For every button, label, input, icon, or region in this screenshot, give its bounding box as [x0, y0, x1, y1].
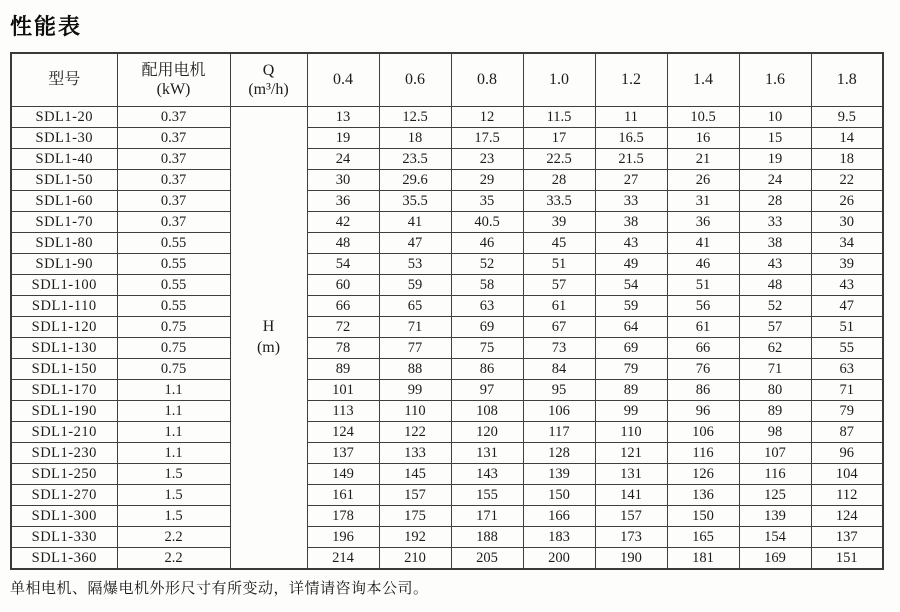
motor-power-cell: 0.37 [117, 149, 230, 170]
head-value-cell: 79 [811, 401, 883, 422]
head-value-cell: 157 [595, 506, 667, 527]
motor-power-cell: 0.37 [117, 191, 230, 212]
head-value-cell: 49 [595, 254, 667, 275]
head-value-cell: 21.5 [595, 149, 667, 170]
model-cell: SDL1-100 [11, 275, 117, 296]
motor-power-cell: 0.55 [117, 296, 230, 317]
head-value-cell: 13 [307, 107, 379, 128]
head-value-cell: 89 [307, 359, 379, 380]
head-value-cell: 58 [451, 275, 523, 296]
head-value-cell: 150 [667, 506, 739, 527]
head-value-cell: 16 [667, 128, 739, 149]
motor-power-cell: 0.37 [117, 107, 230, 128]
head-value-cell: 63 [811, 359, 883, 380]
motor-power-cell: 0.55 [117, 233, 230, 254]
head-value-cell: 18 [811, 149, 883, 170]
model-cell: SDL1-150 [11, 359, 117, 380]
head-value-cell: 12 [451, 107, 523, 128]
table-row [11, 128, 883, 149]
head-value-cell: 51 [523, 254, 595, 275]
motor-power-cell: 0.75 [117, 317, 230, 338]
head-value-cell: 38 [595, 212, 667, 233]
head-unit-symbol: H [262, 317, 275, 335]
col-header-motor-label: 配用电机 [141, 61, 206, 79]
head-value-cell: 80 [739, 380, 811, 401]
performance-table [10, 52, 884, 570]
motor-power-cell: 1.1 [117, 422, 230, 443]
head-value-cell: 39 [811, 254, 883, 275]
head-value-cell: 116 [667, 443, 739, 464]
head-value-cell: 128 [523, 443, 595, 464]
head-value-cell: 29 [451, 170, 523, 191]
head-value-cell: 52 [451, 254, 523, 275]
head-value-cell: 67 [523, 317, 595, 338]
model-cell: SDL1-40 [11, 149, 117, 170]
head-value-cell: 75 [451, 338, 523, 359]
head-value-cell: 77 [379, 338, 451, 359]
col-header-flow-label: Q [262, 61, 275, 79]
col-header-flow-value: 0.6 [379, 53, 451, 107]
head-value-cell: 71 [739, 359, 811, 380]
head-value-cell: 210 [379, 548, 451, 570]
head-value-cell: 24 [739, 170, 811, 191]
motor-power-cell: 0.55 [117, 254, 230, 275]
head-value-cell: 86 [667, 380, 739, 401]
head-value-cell: 57 [739, 317, 811, 338]
table-row [11, 443, 883, 464]
head-value-cell: 88 [379, 359, 451, 380]
motor-power-cell: 1.5 [117, 485, 230, 506]
head-value-cell: 15 [739, 128, 811, 149]
table-body [11, 107, 883, 570]
head-value-cell: 106 [523, 401, 595, 422]
head-value-cell: 24 [307, 149, 379, 170]
head-value-cell: 17.5 [451, 128, 523, 149]
head-value-cell: 29.6 [379, 170, 451, 191]
head-value-cell: 48 [307, 233, 379, 254]
model-cell: SDL1-210 [11, 422, 117, 443]
head-value-cell: 131 [595, 464, 667, 485]
head-value-cell: 99 [595, 401, 667, 422]
head-value-cell: 11 [595, 107, 667, 128]
head-value-cell: 149 [307, 464, 379, 485]
head-value-cell: 96 [667, 401, 739, 422]
motor-power-cell: 0.55 [117, 275, 230, 296]
head-value-cell: 116 [739, 464, 811, 485]
head-value-cell: 51 [667, 275, 739, 296]
head-value-cell: 26 [667, 170, 739, 191]
head-value-cell: 9.5 [811, 107, 883, 128]
head-value-cell: 205 [451, 548, 523, 570]
table-row [11, 275, 883, 296]
head-value-cell: 36 [307, 191, 379, 212]
head-value-cell: 69 [451, 317, 523, 338]
table-row [11, 401, 883, 422]
head-value-cell: 72 [307, 317, 379, 338]
head-value-cell: 60 [307, 275, 379, 296]
head-value-cell: 104 [811, 464, 883, 485]
head-value-cell: 150 [523, 485, 595, 506]
head-value-cell: 145 [379, 464, 451, 485]
head-value-cell: 48 [739, 275, 811, 296]
motor-power-cell: 1.1 [117, 380, 230, 401]
model-cell: SDL1-170 [11, 380, 117, 401]
table-row [11, 359, 883, 380]
table-row [11, 170, 883, 191]
model-cell: SDL1-230 [11, 443, 117, 464]
head-value-cell: 126 [667, 464, 739, 485]
col-header-flow-value: 1.2 [595, 53, 667, 107]
head-value-cell: 169 [739, 548, 811, 570]
head-unit-cell [230, 107, 307, 570]
motor-power-cell: 0.37 [117, 170, 230, 191]
col-header-flow-unit: (m³/h) [248, 81, 289, 98]
head-value-cell: 96 [811, 443, 883, 464]
head-value-cell: 53 [379, 254, 451, 275]
table-row [11, 338, 883, 359]
head-value-cell: 110 [379, 401, 451, 422]
head-value-cell: 47 [379, 233, 451, 254]
col-header-motor [117, 53, 230, 107]
head-value-cell: 35 [451, 191, 523, 212]
head-value-cell: 19 [307, 128, 379, 149]
head-value-cell: 98 [739, 422, 811, 443]
head-value-cell: 22.5 [523, 149, 595, 170]
motor-power-cell: 1.1 [117, 443, 230, 464]
head-value-cell: 190 [595, 548, 667, 570]
col-header-flow-value: 1.6 [739, 53, 811, 107]
head-value-cell: 131 [451, 443, 523, 464]
table-row [11, 422, 883, 443]
table-row [11, 527, 883, 548]
head-value-cell: 79 [595, 359, 667, 380]
head-value-cell: 31 [667, 191, 739, 212]
head-value-cell: 192 [379, 527, 451, 548]
head-value-cell: 33 [595, 191, 667, 212]
head-value-cell: 139 [523, 464, 595, 485]
head-value-cell: 23 [451, 149, 523, 170]
head-value-cell: 10.5 [667, 107, 739, 128]
col-header-flow-value: 0.8 [451, 53, 523, 107]
head-value-cell: 143 [451, 464, 523, 485]
head-value-cell: 95 [523, 380, 595, 401]
head-value-cell: 107 [739, 443, 811, 464]
head-value-cell: 157 [379, 485, 451, 506]
model-cell: SDL1-190 [11, 401, 117, 422]
head-value-cell: 136 [667, 485, 739, 506]
head-value-cell: 14 [811, 128, 883, 149]
model-cell: SDL1-20 [11, 107, 117, 128]
model-cell: SDL1-130 [11, 338, 117, 359]
head-value-cell: 108 [451, 401, 523, 422]
head-value-cell: 71 [811, 380, 883, 401]
head-value-cell: 22 [811, 170, 883, 191]
table-row [11, 296, 883, 317]
head-value-cell: 30 [811, 212, 883, 233]
head-value-cell: 97 [451, 380, 523, 401]
head-value-cell: 161 [307, 485, 379, 506]
head-value-cell: 63 [451, 296, 523, 317]
head-value-cell: 45 [523, 233, 595, 254]
head-value-cell: 200 [523, 548, 595, 570]
model-cell: SDL1-50 [11, 170, 117, 191]
head-value-cell: 84 [523, 359, 595, 380]
head-value-cell: 62 [739, 338, 811, 359]
model-cell: SDL1-70 [11, 212, 117, 233]
head-value-cell: 55 [811, 338, 883, 359]
head-value-cell: 73 [523, 338, 595, 359]
head-value-cell: 11.5 [523, 107, 595, 128]
head-value-cell: 89 [595, 380, 667, 401]
model-cell: SDL1-300 [11, 506, 117, 527]
motor-power-cell: 0.37 [117, 128, 230, 149]
head-value-cell: 165 [667, 527, 739, 548]
head-value-cell: 54 [595, 275, 667, 296]
model-cell: SDL1-250 [11, 464, 117, 485]
head-value-cell: 43 [811, 275, 883, 296]
table-row [11, 506, 883, 527]
head-value-cell: 18 [379, 128, 451, 149]
head-value-cell: 113 [307, 401, 379, 422]
head-value-cell: 122 [379, 422, 451, 443]
table-row [11, 107, 883, 128]
head-value-cell: 42 [307, 212, 379, 233]
head-value-cell: 66 [667, 338, 739, 359]
motor-power-cell: 0.75 [117, 359, 230, 380]
table-row [11, 212, 883, 233]
head-value-cell: 139 [739, 506, 811, 527]
head-value-cell: 181 [667, 548, 739, 570]
footer-note: 单相电机、隔爆电机外形尺寸有所变动，详情请咨询本公司。 [10, 581, 429, 597]
table-row [11, 149, 883, 170]
head-value-cell: 39 [523, 212, 595, 233]
head-value-cell: 69 [595, 338, 667, 359]
head-value-cell: 214 [307, 548, 379, 570]
head-value-cell: 59 [379, 275, 451, 296]
head-value-cell: 183 [523, 527, 595, 548]
head-value-cell: 86 [451, 359, 523, 380]
head-value-cell: 110 [595, 422, 667, 443]
head-value-cell: 46 [667, 254, 739, 275]
head-value-cell: 43 [595, 233, 667, 254]
motor-power-cell: 0.37 [117, 212, 230, 233]
head-value-cell: 188 [451, 527, 523, 548]
head-value-cell: 137 [811, 527, 883, 548]
head-value-cell: 137 [307, 443, 379, 464]
head-value-cell: 76 [667, 359, 739, 380]
head-value-cell: 117 [523, 422, 595, 443]
head-value-cell: 21 [667, 149, 739, 170]
head-value-cell: 133 [379, 443, 451, 464]
head-value-cell: 43 [739, 254, 811, 275]
table-row [11, 464, 883, 485]
col-header-model-label: 型号 [48, 71, 81, 88]
head-value-cell: 10 [739, 107, 811, 128]
head-value-cell: 173 [595, 527, 667, 548]
motor-power-cell: 1.5 [117, 464, 230, 485]
head-unit-label: (m) [256, 338, 281, 356]
head-value-cell: 71 [379, 317, 451, 338]
table-row [11, 191, 883, 212]
head-value-cell: 124 [307, 422, 379, 443]
head-value-cell: 175 [379, 506, 451, 527]
head-value-cell: 47 [811, 296, 883, 317]
head-value-cell: 112 [811, 485, 883, 506]
head-value-cell: 166 [523, 506, 595, 527]
head-value-cell: 12.5 [379, 107, 451, 128]
col-header-motor-unit: (kW) [156, 81, 191, 98]
head-value-cell: 16.5 [595, 128, 667, 149]
head-value-cell: 26 [811, 191, 883, 212]
head-value-cell: 28 [523, 170, 595, 191]
head-value-cell: 171 [451, 506, 523, 527]
head-value-cell: 33.5 [523, 191, 595, 212]
head-value-cell: 34 [811, 233, 883, 254]
col-header-flow-value: 1.0 [523, 53, 595, 107]
col-header-flow-value: 1.4 [667, 53, 739, 107]
header-row [11, 53, 883, 107]
head-value-cell: 196 [307, 527, 379, 548]
head-value-cell: 52 [739, 296, 811, 317]
head-value-cell: 23.5 [379, 149, 451, 170]
head-value-cell: 28 [739, 191, 811, 212]
head-value-cell: 124 [811, 506, 883, 527]
model-cell: SDL1-270 [11, 485, 117, 506]
head-value-cell: 46 [451, 233, 523, 254]
head-value-cell: 61 [523, 296, 595, 317]
head-value-cell: 56 [667, 296, 739, 317]
table-row [11, 233, 883, 254]
table-row [11, 548, 883, 570]
head-value-cell: 38 [739, 233, 811, 254]
head-value-cell: 151 [811, 548, 883, 570]
motor-power-cell: 2.2 [117, 527, 230, 548]
motor-power-cell: 1.5 [117, 506, 230, 527]
head-value-cell: 101 [307, 380, 379, 401]
head-value-cell: 51 [811, 317, 883, 338]
model-cell: SDL1-60 [11, 191, 117, 212]
head-value-cell: 33 [739, 212, 811, 233]
head-value-cell: 78 [307, 338, 379, 359]
col-header-model [11, 53, 117, 107]
head-value-cell: 178 [307, 506, 379, 527]
head-value-cell: 41 [379, 212, 451, 233]
model-cell: SDL1-330 [11, 527, 117, 548]
model-cell: SDL1-120 [11, 317, 117, 338]
table-row [11, 380, 883, 401]
col-header-flow-value: 1.8 [811, 53, 883, 107]
page-title: 性能表 [10, 14, 83, 39]
model-cell: SDL1-90 [11, 254, 117, 275]
motor-power-cell: 2.2 [117, 548, 230, 570]
model-cell: SDL1-110 [11, 296, 117, 317]
col-header-flow [230, 53, 307, 107]
head-value-cell: 17 [523, 128, 595, 149]
head-value-cell: 99 [379, 380, 451, 401]
head-value-cell: 61 [667, 317, 739, 338]
model-cell: SDL1-80 [11, 233, 117, 254]
head-value-cell: 141 [595, 485, 667, 506]
head-value-cell: 154 [739, 527, 811, 548]
head-value-cell: 35.5 [379, 191, 451, 212]
head-value-cell: 30 [307, 170, 379, 191]
head-value-cell: 89 [739, 401, 811, 422]
head-value-cell: 121 [595, 443, 667, 464]
head-value-cell: 65 [379, 296, 451, 317]
head-value-cell: 59 [595, 296, 667, 317]
motor-power-cell: 1.1 [117, 401, 230, 422]
head-value-cell: 41 [667, 233, 739, 254]
head-value-cell: 64 [595, 317, 667, 338]
table-row [11, 317, 883, 338]
motor-power-cell: 0.75 [117, 338, 230, 359]
head-value-cell: 87 [811, 422, 883, 443]
head-value-cell: 106 [667, 422, 739, 443]
head-value-cell: 54 [307, 254, 379, 275]
head-value-cell: 27 [595, 170, 667, 191]
head-value-cell: 36 [667, 212, 739, 233]
model-cell: SDL1-30 [11, 128, 117, 149]
table-row [11, 485, 883, 506]
head-value-cell: 125 [739, 485, 811, 506]
col-header-flow-value: 0.4 [307, 53, 379, 107]
head-value-cell: 66 [307, 296, 379, 317]
head-value-cell: 57 [523, 275, 595, 296]
head-value-cell: 19 [739, 149, 811, 170]
head-value-cell: 40.5 [451, 212, 523, 233]
model-cell: SDL1-360 [11, 548, 117, 570]
table-row [11, 254, 883, 275]
head-value-cell: 120 [451, 422, 523, 443]
head-value-cell: 155 [451, 485, 523, 506]
